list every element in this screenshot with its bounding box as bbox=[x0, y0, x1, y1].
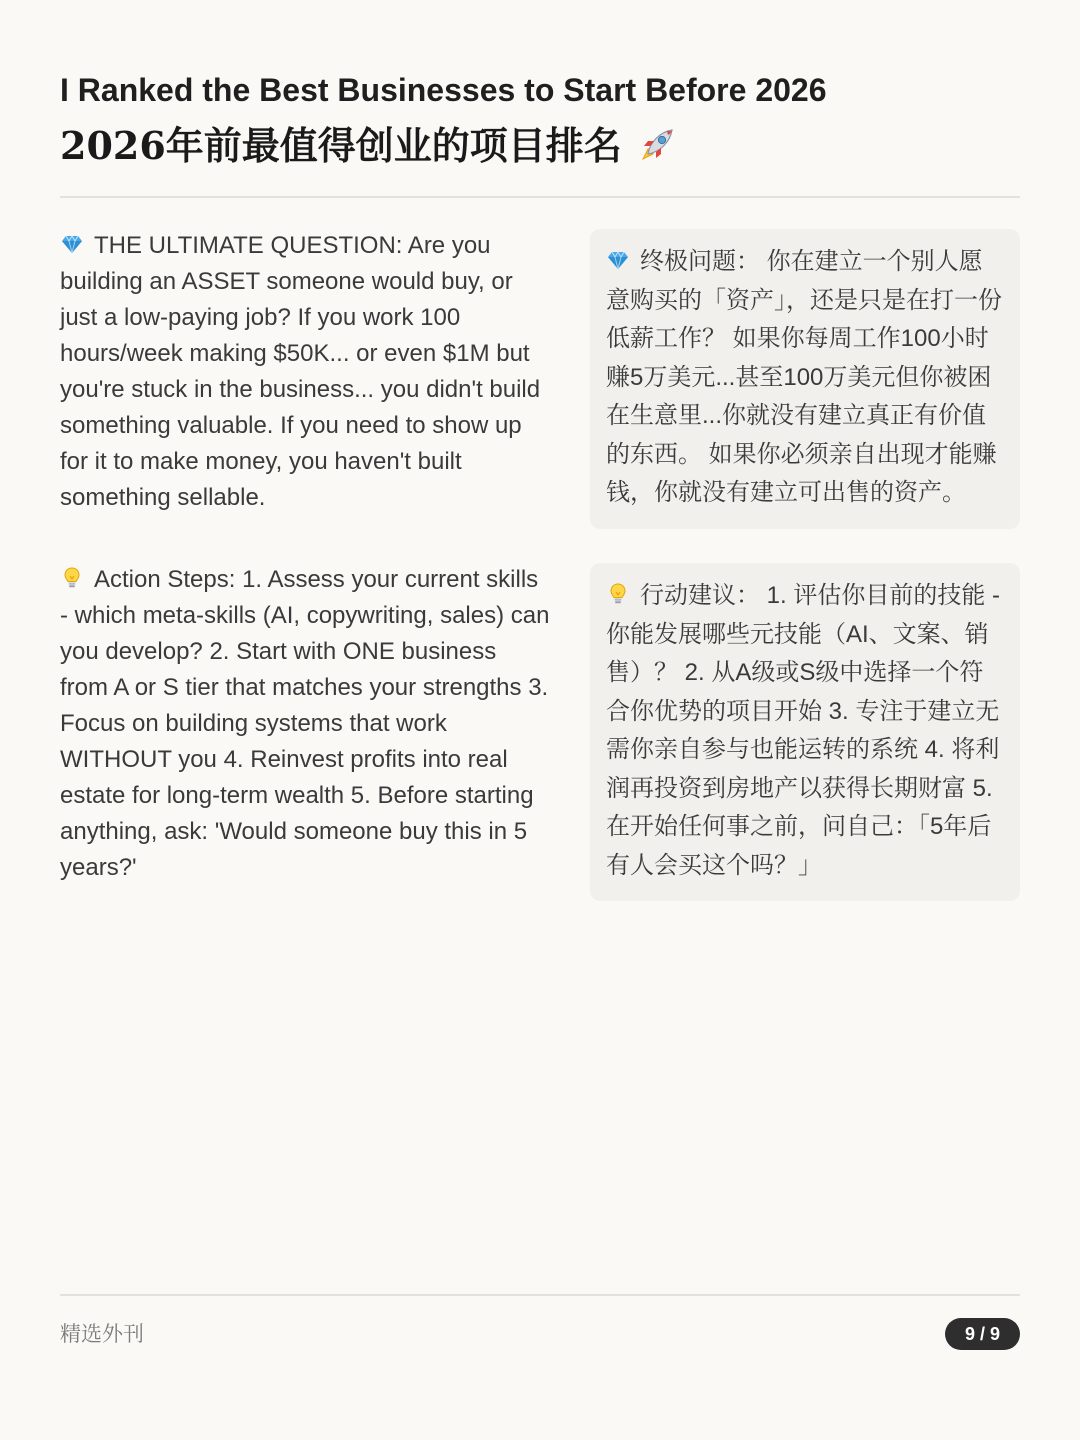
footer-source: 精选外刊 bbox=[60, 1323, 144, 1346]
lightbulb-icon bbox=[606, 582, 630, 606]
header bbox=[60, 68, 1020, 174]
rocket-icon bbox=[634, 124, 678, 168]
lightbulb-icon bbox=[60, 566, 84, 590]
header-divider bbox=[60, 196, 1020, 198]
section-2-english-text: Action Steps: 1. Assess your current skills - which meta-skills (AI, copywriting, sales) can you develop? 2. Start with ONE business from A or S tier that matches your strengths 3. Focus on building systems that work WITHOUT you 4. Reinvest profits into real estate for long-term wealth 5. Before starting anything, ask: 'Would someone buy this in 5 years?' bbox=[60, 566, 550, 881]
page-indicator-badge: 9 / 9 bbox=[945, 1318, 1020, 1350]
footer-divider bbox=[60, 1294, 1020, 1296]
gem-icon bbox=[606, 248, 630, 272]
section-1-english-text: THE ULTIMATE QUESTION: Are you building an ASSET someone would buy, or just a low-paying job? If you work 100 hours/week making $50K... or even $1M but you're stuck in the business... you didn't build something valuable. If you need to show up for it to make money, you haven't built something sellable. bbox=[60, 232, 541, 511]
gem-icon bbox=[60, 232, 84, 256]
section-2-chinese-text: 行动建议： 1. 评估你目前的技能 - 你能发展哪些元技能（AI、文案、销售）？ 2. 从A级或S级中选择一个符合你优势的项目开始 3. 专注于建立无需你亲自参与也能运转的系统 4. 将利润再投资到房地产以获得长期财富 5. 在开始任何事之前，问自己：「5年后有人会买这个吗？」 bbox=[606, 582, 1001, 879]
page-title-zh bbox=[60, 118, 1020, 174]
section-1-chinese-text: 终极问题： 你在建立一个别人愿意购买的「资产」，还是只是在打一份低薪工作？ 如果你每周工作100小时赚5万美元...甚至100万美元但你被困在生意里...你就没有建立真正有价值的东西。 如果你必须亲自出现才能赚钱，你就没有建立可出售的资产。 bbox=[606, 248, 1002, 506]
section-2-chinese-card bbox=[590, 563, 1020, 901]
section-1-english bbox=[60, 228, 550, 516]
page-title-zh-text: 2026年前最值得创业的项目排名 bbox=[60, 123, 622, 168]
section-1-chinese-card bbox=[590, 229, 1020, 529]
section-2-english bbox=[60, 562, 550, 886]
page-title-en: I Ranked the Best Businesses to Start Before 2026 bbox=[60, 72, 827, 108]
